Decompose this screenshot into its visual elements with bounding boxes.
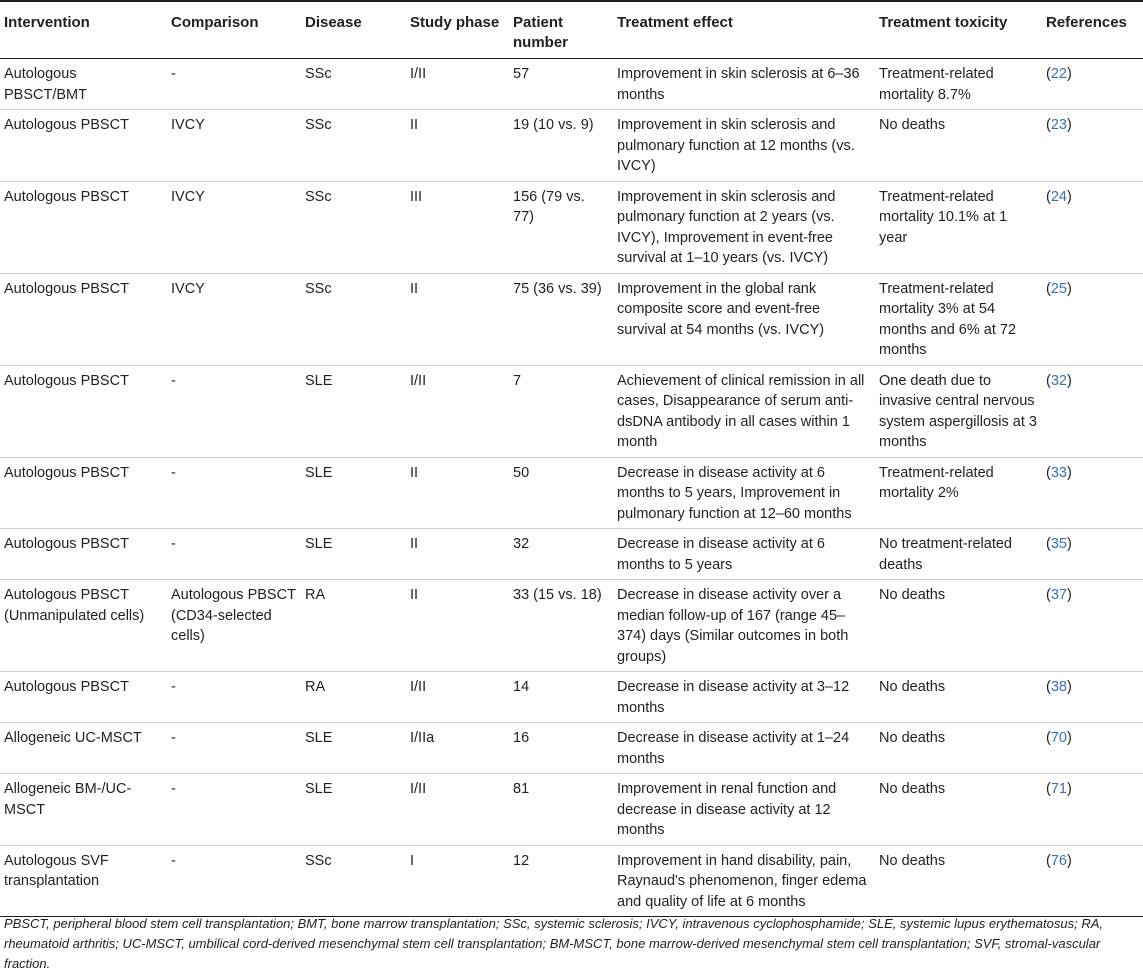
cell-disease: SSc <box>301 110 406 182</box>
header-row <box>0 1 1143 59</box>
cell-intervention: Autologous SVF transplantation <box>0 845 167 917</box>
table-row <box>0 457 1143 529</box>
cell-patient-number: 50 <box>509 457 613 529</box>
header-study-phase: Study phase <box>406 1 509 59</box>
cell-treatment-toxicity: One death due to invasive central nervous system aspergillosis at 3 months <box>875 365 1042 457</box>
table-row <box>0 672 1143 723</box>
cell-disease: SLE <box>301 529 406 580</box>
cell-treatment-effect: Improvement in hand disability, pain, Raynaud's phenomenon, finger edema and quality of life at 6 months <box>613 845 875 917</box>
cell-treatment-effect: Improvement in skin sclerosis at 6–36 months <box>613 59 875 110</box>
header-patient-number: Patient number <box>509 1 613 59</box>
cell-reference: (25) <box>1042 273 1143 365</box>
cell-treatment-toxicity: No deaths <box>875 723 1042 774</box>
cell-patient-number: 57 <box>509 59 613 110</box>
cell-patient-number: 32 <box>509 529 613 580</box>
cell-patient-number: 156 (79 vs. 77) <box>509 181 613 273</box>
cell-study-phase: I/IIa <box>406 723 509 774</box>
header-treatment-effect: Treatment effect <box>613 1 875 59</box>
cell-reference: (23) <box>1042 110 1143 182</box>
header-intervention: Intervention <box>0 1 167 59</box>
cell-reference: (24) <box>1042 181 1143 273</box>
cell-treatment-effect: Decrease in disease activity at 6 months to 5 years <box>613 529 875 580</box>
reference-link[interactable]: 33 <box>1050 464 1067 481</box>
cell-treatment-effect: Decrease in disease activity at 6 months to 5 years, Improvement in pulmonary function at 12–60 months <box>613 457 875 529</box>
cell-disease: SSc <box>301 59 406 110</box>
table-body <box>0 59 1143 917</box>
cell-comparison: - <box>167 723 301 774</box>
cell-reference: (32) <box>1042 365 1143 457</box>
cell-study-phase: III <box>406 181 509 273</box>
cell-study-phase: I/II <box>406 774 509 846</box>
cell-study-phase: II <box>406 457 509 529</box>
table-row <box>0 580 1143 672</box>
reference-link[interactable]: 23 <box>1050 117 1067 133</box>
cell-intervention: Autologous PBSCT (Unmanipulated cells) <box>0 580 167 672</box>
cell-study-phase: II <box>406 529 509 580</box>
cell-study-phase: II <box>406 273 509 365</box>
cell-patient-number: 19 (10 vs. 9) <box>509 110 613 182</box>
cell-patient-number: 81 <box>509 774 613 846</box>
cell-comparison: - <box>167 774 301 846</box>
cell-patient-number: 7 <box>509 365 613 457</box>
cell-treatment-toxicity: Treatment-related mortality 10.1% at 1 year <box>875 181 1042 273</box>
cell-intervention: Allogeneic BM-/UC-MSCT <box>0 774 167 846</box>
reference-link[interactable]: 25 <box>1050 280 1067 297</box>
cell-treatment-toxicity: No deaths <box>875 580 1042 672</box>
cell-treatment-effect: Achievement of clinical remission in all cases, Disappearance of serum anti-dsDNA antibody in all cases within 1 month <box>613 365 875 457</box>
cell-reference: (22) <box>1042 59 1143 110</box>
cell-disease: SLE <box>301 774 406 846</box>
reference-link[interactable]: 22 <box>1050 66 1067 82</box>
cell-treatment-toxicity: No deaths <box>875 110 1042 182</box>
cell-disease: SSc <box>301 181 406 273</box>
reference-link[interactable]: 32 <box>1050 372 1067 389</box>
table-footnote: PBSCT, peripheral blood stem cell transplantation; BMT, bone marrow transplantation; SSc, systemic sclerosis; IVCY, intravenous cyclophosphamide; SLE, systemic lupus erythematosus; RA, rheumatoid arthritis; UC-MSCT, umbilical cord-derived mesenchymal stem cell transplantation; BM-MSCT, bone marrow-derived mesenchymal stem cell transplantation; SVF, stromal-vascular fraction. <box>4 916 1104 971</box>
cell-intervention: Autologous PBSCT <box>0 110 167 182</box>
cell-reference: (71) <box>1042 774 1143 846</box>
table-row <box>0 59 1143 110</box>
cell-intervention: Autologous PBSCT <box>0 672 167 723</box>
cell-treatment-effect: Improvement in the global rank composite score and event-free survival at 54 months (vs. IVCY) <box>613 273 875 365</box>
table-row <box>0 181 1143 273</box>
cell-patient-number: 14 <box>509 672 613 723</box>
cell-patient-number: 33 (15 vs. 18) <box>509 580 613 672</box>
reference-link[interactable]: 35 <box>1050 536 1067 552</box>
header-disease: Disease <box>301 1 406 59</box>
cell-reference: (70) <box>1042 723 1143 774</box>
cell-comparison: IVCY <box>167 110 301 182</box>
cell-reference: (33) <box>1042 457 1143 529</box>
cell-intervention: Autologous PBSCT <box>0 457 167 529</box>
cell-treatment-effect: Decrease in disease activity at 3–12 months <box>613 672 875 723</box>
cell-treatment-toxicity: No deaths <box>875 845 1042 917</box>
table-row <box>0 273 1143 365</box>
header-comparison: Comparison <box>167 1 301 59</box>
cell-patient-number: 75 (36 vs. 39) <box>509 273 613 365</box>
reference-link[interactable]: 37 <box>1050 587 1067 603</box>
cell-comparison: - <box>167 845 301 917</box>
table-row <box>0 529 1143 580</box>
cell-comparison: - <box>167 59 301 110</box>
cell-study-phase: I/II <box>406 365 509 457</box>
reference-link[interactable]: 24 <box>1050 188 1067 205</box>
cell-comparison: IVCY <box>167 181 301 273</box>
cell-comparison: - <box>167 672 301 723</box>
cell-study-phase: I <box>406 845 509 917</box>
cell-comparison: - <box>167 365 301 457</box>
table-row <box>0 110 1143 182</box>
reference-link[interactable]: 38 <box>1050 679 1067 695</box>
cell-treatment-effect: Decrease in disease activity over a median follow-up of 167 (range 45–374) days (Similar outcomes in both groups) <box>613 580 875 672</box>
cell-treatment-effect: Improvement in skin sclerosis and pulmonary function at 2 years (vs. IVCY), Improvement in event-free survival at 1–10 years (vs. IVCY) <box>613 181 875 273</box>
cell-disease: RA <box>301 672 406 723</box>
cell-treatment-effect: Decrease in disease activity at 1–24 months <box>613 723 875 774</box>
cell-treatment-toxicity: No deaths <box>875 672 1042 723</box>
cell-patient-number: 12 <box>509 845 613 917</box>
cell-disease: SSc <box>301 273 406 365</box>
cell-treatment-effect: Improvement in renal function and decrease in disease activity at 12 months <box>613 774 875 846</box>
cell-comparison: IVCY <box>167 273 301 365</box>
cell-study-phase: I/II <box>406 59 509 110</box>
header-references: References <box>1042 1 1143 59</box>
cell-reference: (76) <box>1042 845 1143 917</box>
table-row <box>0 723 1143 774</box>
cell-intervention: Allogeneic UC-MSCT <box>0 723 167 774</box>
cell-treatment-effect: Improvement in skin sclerosis and pulmonary function at 12 months (vs. IVCY) <box>613 110 875 182</box>
reference-link[interactable]: 76 <box>1050 852 1067 869</box>
cell-treatment-toxicity: No deaths <box>875 774 1042 846</box>
cell-disease: SLE <box>301 457 406 529</box>
cell-treatment-toxicity: No treatment-related deaths <box>875 529 1042 580</box>
cell-treatment-toxicity: Treatment-related mortality 2% <box>875 457 1042 529</box>
cell-study-phase: II <box>406 110 509 182</box>
cell-intervention: Autologous PBSCT <box>0 181 167 273</box>
cell-intervention: Autologous PBSCT/BMT <box>0 59 167 110</box>
cell-disease: RA <box>301 580 406 672</box>
cell-reference: (37) <box>1042 580 1143 672</box>
cell-treatment-toxicity: Treatment-related mortality 8.7% <box>875 59 1042 110</box>
cell-reference: (38) <box>1042 672 1143 723</box>
cell-comparison: Autologous PBSCT (CD34-selected cells) <box>167 580 301 672</box>
table-row <box>0 365 1143 457</box>
cell-disease: SSc <box>301 845 406 917</box>
cell-treatment-toxicity: Treatment-related mortality 3% at 54 months and 6% at 72 months <box>875 273 1042 365</box>
cell-reference: (35) <box>1042 529 1143 580</box>
cell-disease: SLE <box>301 723 406 774</box>
cell-comparison: - <box>167 457 301 529</box>
table-row <box>0 845 1143 917</box>
cell-intervention: Autologous PBSCT <box>0 365 167 457</box>
cell-study-phase: II <box>406 580 509 672</box>
table-row <box>0 774 1143 846</box>
cell-comparison: - <box>167 529 301 580</box>
cell-disease: SLE <box>301 365 406 457</box>
reference-link[interactable]: 71 <box>1050 781 1067 797</box>
cell-patient-number: 16 <box>509 723 613 774</box>
cell-intervention: Autologous PBSCT <box>0 529 167 580</box>
reference-link[interactable]: 70 <box>1050 730 1067 746</box>
cell-intervention: Autologous PBSCT <box>0 273 167 365</box>
cell-study-phase: I/II <box>406 672 509 723</box>
header-treatment-toxicity: Treatment toxicity <box>875 1 1042 59</box>
